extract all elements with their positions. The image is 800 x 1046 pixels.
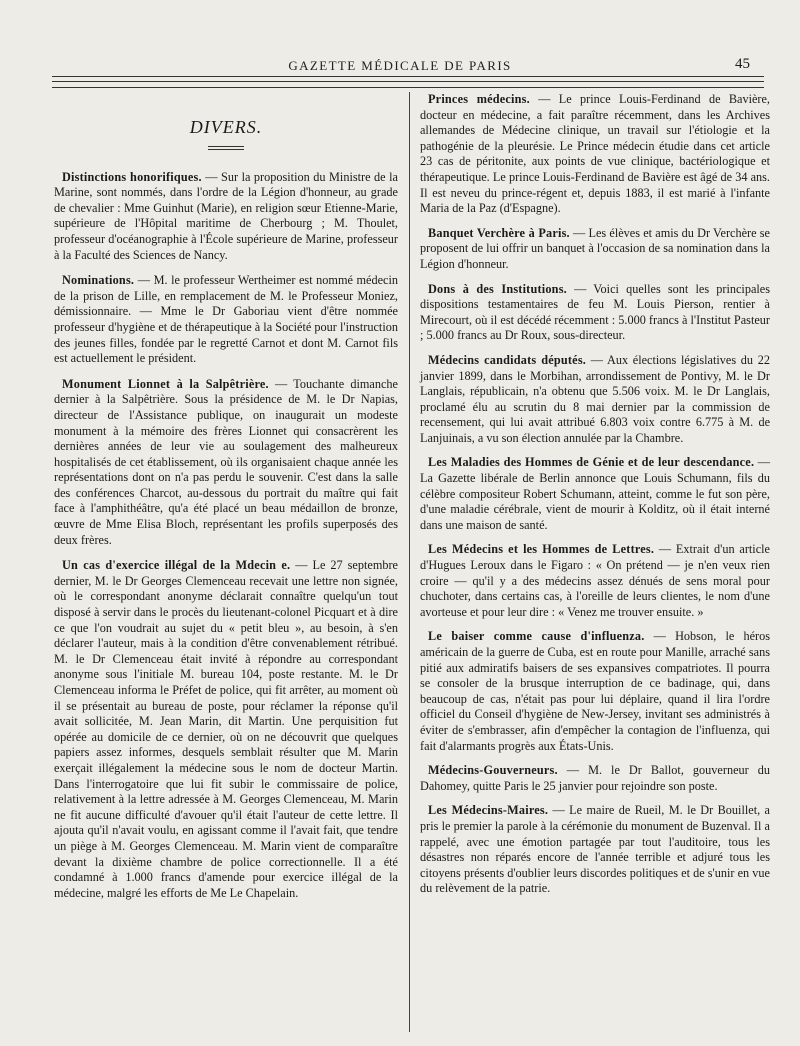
article-heading: Monument Lionnet à la Salpêtrière.	[62, 376, 269, 391]
article	[420, 353, 770, 447]
article-text: — Touchante dimanche dernier à la Salpêtrière. Sous la présidence de M. le Dr Napias, directeur de l'Assistance publique, on inaugurait un modeste monument à la mémoire des frères Lionnet qui consacrèrent les dernières années de leur vie au soulagement des malheureux hospitalisés de cet établissement, où ils organisaient chaque année les représentations dont on n'a pas perdu le souvenir. C'est dans la salle des conférences Charcot, au-dessous du portrait du maître qui fait face à l'amphithéâtre, qu'a été placé un beau médaillon de bronze, œuvre de Mme Elisa Bloch, représentant les profils superposés des deux frères.	[54, 376, 398, 547]
article-heading: Les Médecins et les Hommes de Lettres.	[428, 542, 655, 557]
column-divider	[409, 92, 410, 1032]
article	[54, 273, 398, 367]
article	[420, 226, 770, 273]
header-rule	[52, 87, 764, 88]
article-heading: Distinctions honorifiques.	[62, 169, 202, 184]
article	[420, 763, 770, 794]
header-rule	[52, 76, 764, 77]
article-text: — Hobson, le héros américain de la guerre de Cuba, est en route pour Manille, arraché sans pitié aux admiratifs baisers de ses expansives compatriotes. Il pourra se consoler de la brusque interruption de ce badinage, qui, dans beaucoup de cas, n'était pas pour lui déplaire, quand il lira l'ordre officiel du Conseil d'hygiène de New-Jersey, invitant ses administrés à éviter de s'embrasser, afin d'empêcher la contagion de l'influenza, qui fait d'alarmants progrès aux États-Unis.	[420, 629, 770, 753]
article-heading: Médecins candidats députés.	[428, 352, 587, 367]
article	[54, 377, 398, 549]
article-heading: Princes médecins.	[428, 92, 530, 106]
right-column	[420, 92, 770, 906]
left-column	[54, 92, 398, 911]
article-text: — La Gazette libérale de Berlin annonce que Louis Schumann, fils du célèbre compositeur Robert Schumann, atteint, comme le fut son père, d'une maladie cérébrale, vient de mourir à Kolditz, où il était interné dans une maison de santé.	[420, 455, 770, 532]
article	[54, 170, 398, 264]
article	[420, 803, 770, 897]
article-text: — M. le Dr Ballot, gouverneur du Dahomey, quitte Paris le 25 janvier pour rejoindre son poste.	[420, 763, 770, 793]
article-heading: Les Maladies des Hommes de Génie et de leur descendance.	[428, 455, 755, 470]
article	[420, 542, 770, 620]
article-text: — Aux élections législatives du 22 janvier 1899, dans le Morbihan, arrondissement de Pontivy, M. le Dr Langlais, républicain, n'a obtenu que 5.506 voix. M. le Dr Langlais, proclamé élu au scrutin du 8 mai dernier par la commission de recensement, qui lui avait attribué 6.803 voix contre 6.775 à M. de Lanjuinais, a vu son élection annulée par la Chambre.	[420, 352, 770, 445]
article-heading: Le baiser comme cause d'influenza.	[428, 629, 645, 644]
article-text: — Le 27 septembre dernier, M. le Dr Georges Clemenceau recevait une lettre non signée, où le correspondant anonyme déclarait connaître quelqu'un tout disposé à servir dans le procès du lieutenant-colonel Picquart et à dire ce que l'on voudrait au sujet du « petit bleu », au besoin, à s'en déclarer l'auteur, mais à la condition d'être convenablement rétribué. M. le Dr Clemenceau était invité à répondre au correspondant anonyme sous l'initiale M. bureau 104, poste restante. M. le Dr Clemenceau informa le Préfet de police, qui fit arrêter, au moment où il se présentait au bureau de poste, pour réclamer la réponse qu'il avait sollicitée, M. Jean Marin, dit Martin. Une perquisition fut opérée au domicile de ce dernier, où on ne découvrit que quelques papiers assez informes, desquels semblait résulter que M. Marin exerçait illégalement la médecine sous le nom de docteur Martin. Dans l'interrogatoire que lui fit subir le commissaire de police, relativement à la lettre adressée à M. Georges Clemenceau, M. Marin ne fit aucune difficulté d'avouer qu'il était l'auteur de cette lettre. Il ajouta qu'il n'avait voulu, en agissant comme il l'avait fait, que tendre un piège à M. Georges Clemenceau. M. Marin vient de comparaître devant la dixième chambre de police correctionnelle. Il a été condamné à 1.000 francs d'amende pour exercice illégal de la médecine, malgré les efforts de Me Le Chapelain.	[54, 558, 398, 900]
article-text: — Extrait d'un article d'Hugues Leroux dans le Figaro : « On prétend — je n'en veux rien croire — qu'il y a des médecins assez dénués de sens moral pour chuchoter, dans certains cas, à l'oreille de leurs clientes, le nom d'une avorteuse et pour leur dire : « Venez me trouver ensuite. »	[420, 542, 770, 619]
article	[420, 629, 770, 754]
article	[420, 92, 770, 217]
article-heading: Dons à des Institutions.	[428, 281, 567, 296]
article-heading: Nominations.	[62, 273, 135, 288]
article-text: — Sur la proposition du Ministre de la Marine, sont nommés, dans l'ordre de la Légion d'honneur, au grade de chevalier : Mme Guinhut (Marie), en religion sœur Etienne-Marie, supérieure de l'Hôpital maritime de Cherbourg ; M. Thoulet, professeur d'océanographie à l'École supérieure de Marine, professeur à la Faculté des Sciences de Nancy.	[54, 169, 398, 262]
article-text: — Le prince Louis-Ferdinand de Bavière, docteur en médecine, a fait paraître récemment, dans les Archives allemandes de Médecine clinique, un travail sur l'étiologie et la pathogénie de la pleurésie. Le Prince médecin étudie dans cet article 23 cas de péritonite, aux points de vue clinique, bactériologique et thérapeutique. Le prince Louis-Ferdinand de Bavière est âgé de 34 ans. Il est neveu du prince-régent et, depuis 1883, il est marié à l'infante Maria de la Paz (d'Espagne).	[420, 92, 770, 216]
article-text: — M. le professeur Wertheimer est nommé médecin de la prison de Lille, en remplacement de M. le Professeur Moniez, démissionnaire. — Mme le Dr Gaboriau vient d'être nommée professeur d'hygiène et de thérapeutique à la Société pour l'instruction des jeunes filles, fondée par le regretté Carnot et dont M. Carnot fils est actuellement le président.	[54, 273, 398, 366]
article-text: — Le maire de Rueil, M. le Dr Bouillet, a pris le premier la parole à la cérémonie du monument de Buzenval. Il a rappelé, avec une émotion partagée par tout l'auditoire, tous les désastres non réparés encore de l'année terrible et adjuré tous les citoyens présents d'oublier leurs discordes politiques et de s'unir en vue du relèvement de la patrie.	[420, 803, 770, 896]
section-title: DIVERS.	[189, 117, 263, 137]
article-heading: Un cas d'exercice illégal de la Mdecin e.	[62, 558, 291, 573]
journal-title: GAZETTE MÉDICALE DE PARIS	[288, 58, 512, 73]
article-text: — Voici quelles sont les principales dispositions testamentaires de feu M. Louis Pierson, rentier à Mirecourt, où il est décédé récemment : 5.000 francs à l'Institut Pasteur ; 5.000 francs au Dr Roux, sous-directeur.	[420, 281, 770, 343]
article	[420, 282, 770, 344]
section-ornament	[208, 146, 244, 150]
article-heading: Banquet Verchère à Paris.	[428, 225, 570, 240]
page-number: 45	[735, 56, 750, 72]
article-text: — Les élèves et amis du Dr Verchère se proposent de lui offrir un banquet à l'occasion de sa nomination dans la Légion d'honneur.	[420, 225, 770, 271]
article	[54, 558, 398, 901]
article-heading: Les Médecins-Maires.	[428, 803, 549, 818]
header-rule	[52, 81, 764, 82]
article	[420, 455, 770, 533]
article-heading: Médecins-Gouverneurs.	[428, 763, 558, 778]
